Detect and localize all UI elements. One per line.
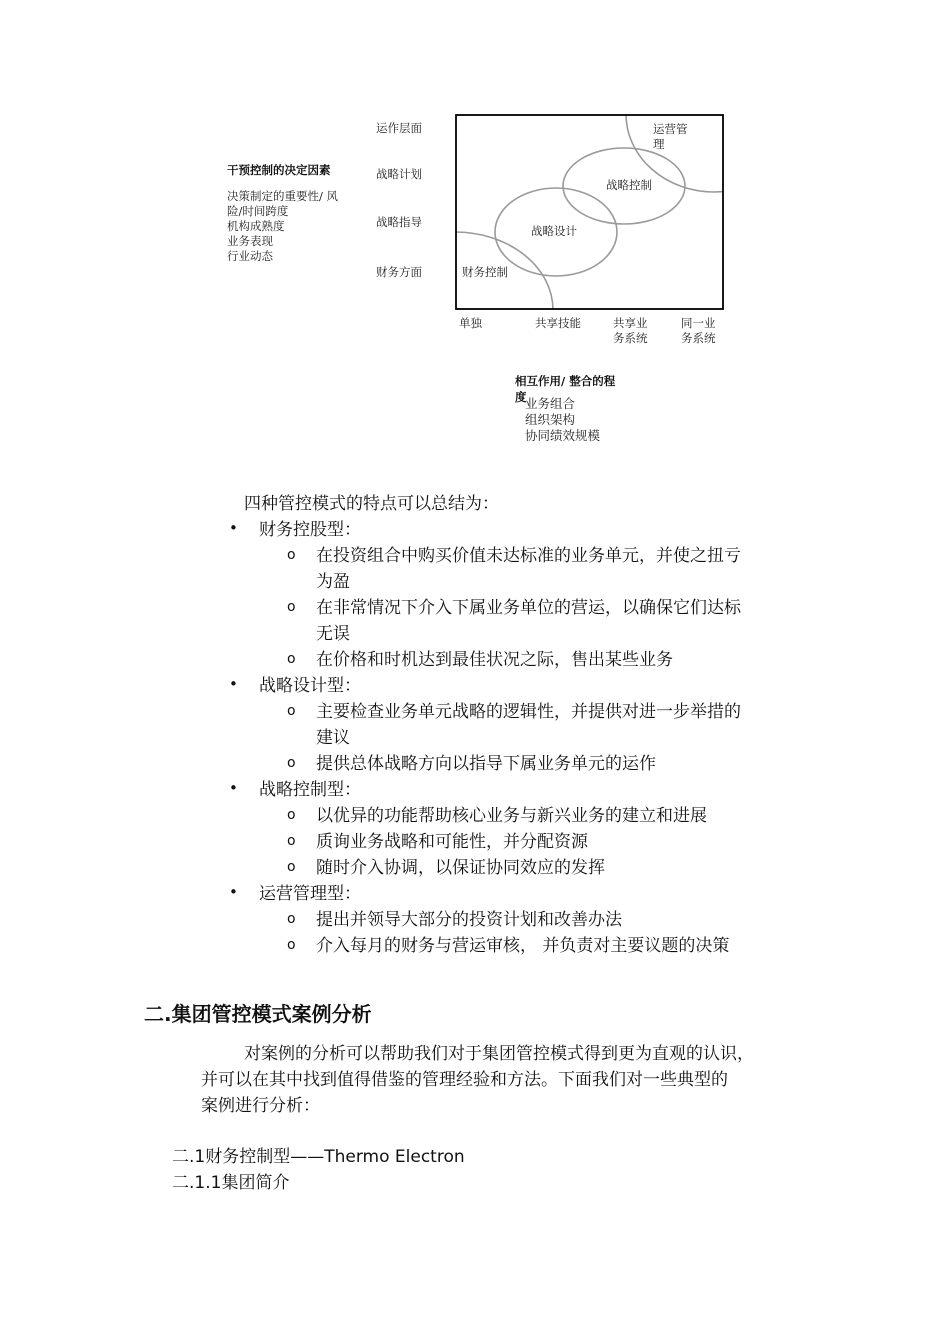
circle-bullet-icon: o [287,599,296,615]
mode-point: 在投资组合中购买价值未达标准的业务单元，并使之扭亏 [316,546,741,566]
mode-point: 以优异的功能帮助核心业务与新兴业务的建立和进展 [316,806,707,826]
x-label: 同一业 [681,316,716,330]
mode-title: 战略设计型： [259,676,361,696]
factor-item: 业务表现 [227,234,273,248]
mode-point: 随时介入协调，以保证协同效应的发挥 [316,858,605,878]
factor-panel-title: 干预控制的决定因素 [227,163,331,177]
circle-bullet-icon: o [287,651,296,667]
zone-label-strategic-design: 战略设计 [531,224,577,238]
mode-point: 在价格和时机达到最佳状况之际，售出某些业务 [316,650,673,670]
section-paragraph: 对案例的分析可以帮助我们对于集团管控模式得到更为直观的认识， [244,1044,754,1064]
subheading: 二.1财务控制型——Thermo Electron [172,1147,465,1167]
integration-title: 相互作用/ 整合的程 [515,374,616,388]
mode-title: 财务控股型： [259,520,361,540]
x-label: 务系统 [613,331,648,345]
x-label: 共享业 [613,316,648,330]
circle-bullet-icon: o [287,547,296,563]
y-label: 战略计划 [376,167,422,181]
section-paragraph-cont: 案例进行分析： [201,1096,320,1116]
mode-title: 战略控制型： [259,780,361,800]
bullet-icon: • [229,779,238,797]
summary-intro: 四种管控模式的特点可以总结为： [244,494,499,514]
zone-label-strategic-control: 战略控制 [606,178,652,192]
circle-bullet-icon: o [287,859,296,875]
mode-point-cont: 建议 [316,728,350,748]
factor-item: 机构成熟度 [227,219,285,233]
section-paragraph-cont: 并可以在其中找到值得借鉴的管理经验和方法。下面我们对一些典型的 [201,1070,728,1090]
x-label: 务系统 [681,331,716,345]
integration-item: 组织架构 [525,412,576,427]
bullet-icon: • [229,883,238,901]
zone-label-operation: 理 [653,137,665,151]
mode-point: 质询业务战略和可能性，并分配资源 [316,832,588,852]
mode-point: 提出并领导大部分的投资计划和改善办法 [316,910,622,930]
y-label: 财务方面 [376,265,422,279]
integration-item: 协同绩效规模 [525,428,601,443]
x-label: 单独 [459,316,482,330]
mode-point: 主要检查业务单元战略的逻辑性，并提供对进一步举措的 [316,702,741,722]
mode-point: 在非常情况下介入下属业务单位的营运，以确保它们达标 [316,598,741,618]
bullet-icon: • [229,519,238,537]
mode-point: 介入每月的财务与营运审核， 并负责对主要议题的决策 [316,936,730,956]
integration-title-cont: 度 [515,390,527,404]
factor-item: 险/时间跨度 [227,204,289,218]
y-label: 战略指导 [376,215,422,229]
subheading: 二.1.1集团简介 [172,1173,290,1193]
factor-item: 行业动态 [227,249,273,263]
x-label: 共享技能 [535,316,581,330]
circle-bullet-icon: o [287,833,296,849]
mode-point: 提供总体战略方向以指导下属业务单元的运作 [316,754,656,774]
circle-bullet-icon: o [287,807,296,823]
y-label: 运作层面 [376,121,422,135]
mode-point-cont: 为盈 [316,572,350,592]
section-heading: 二.集团管控模式案例分析 [144,1002,372,1026]
matrix-box [455,114,725,310]
factor-item: 决策制定的重要性/ 风 [227,189,339,203]
circle-bullet-icon: o [287,703,296,719]
circle-bullet-icon: o [287,911,296,927]
circle-bullet-icon: o [287,755,296,771]
integration-item: 业务组合 [525,396,576,411]
circle-bullet-icon: o [287,937,296,953]
mode-title: 运营管理型： [259,884,361,904]
bullet-icon: • [229,675,238,693]
zone-label-operation: 运营管 [653,122,688,136]
zone-label-financial-control: 财务控制 [462,265,508,279]
mode-point-cont: 无误 [316,624,350,644]
